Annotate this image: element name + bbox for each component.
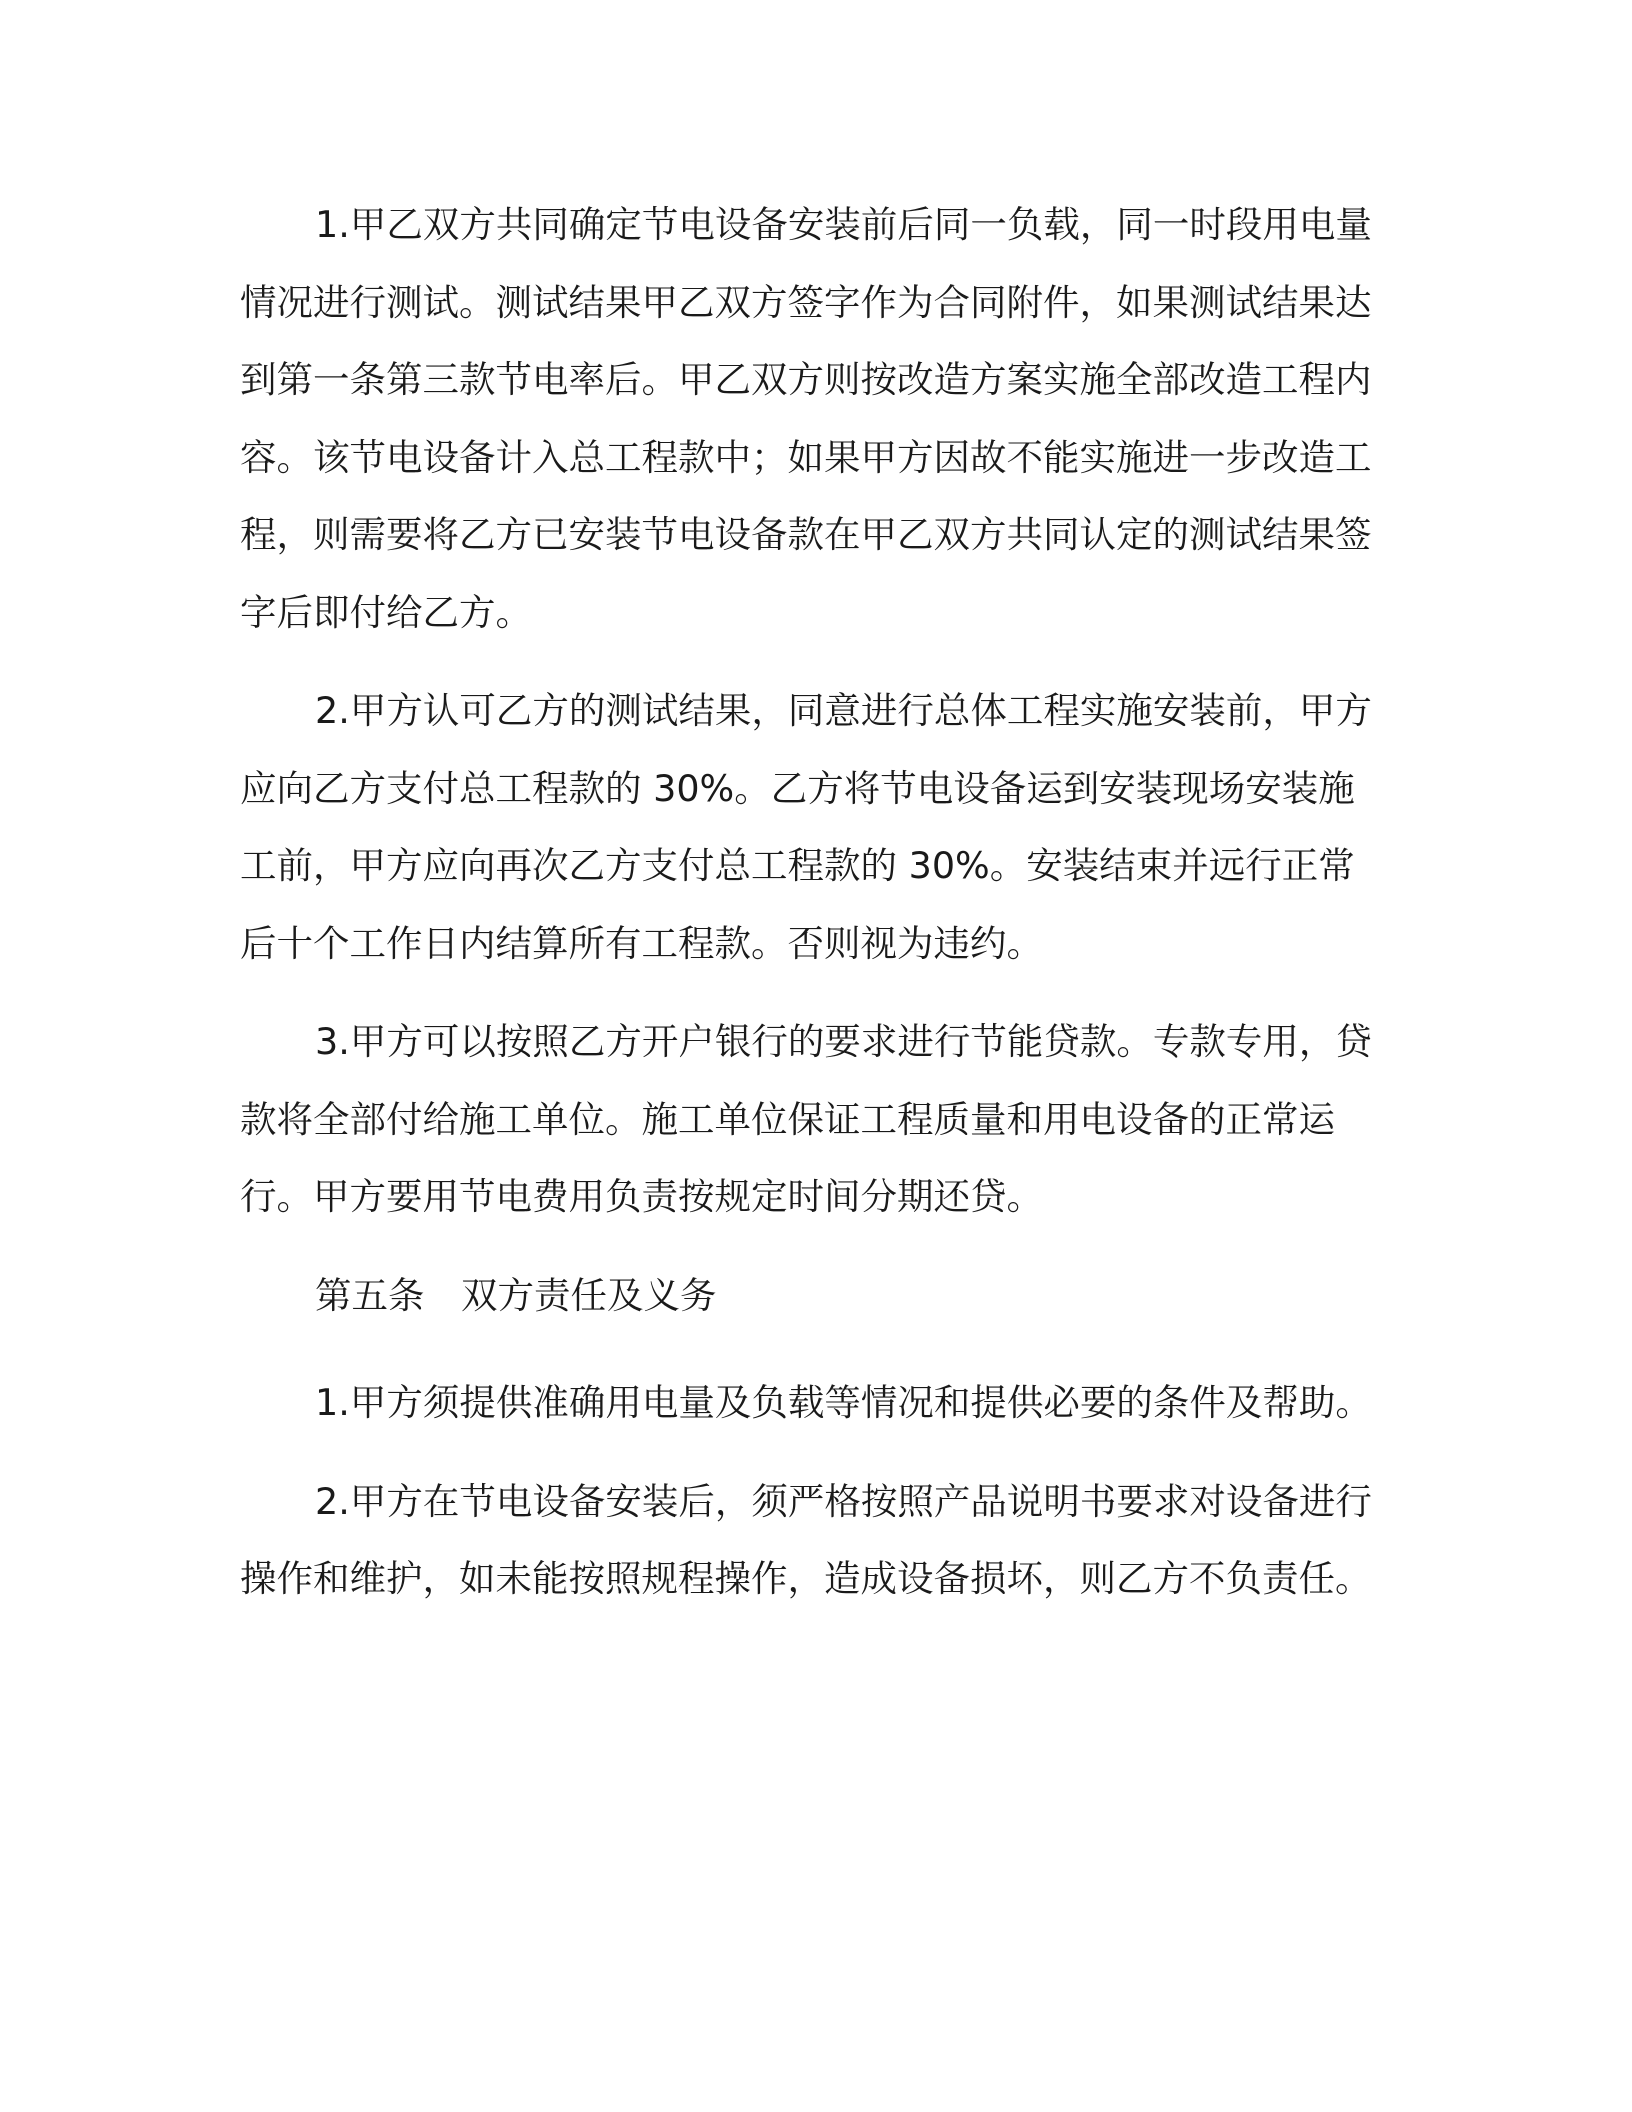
paragraph-clause-5-1: 1.甲方须提供准确用电量及负载等情况和提供必要的条件及帮助。 (315, 1381, 1372, 1424)
paragraph-clause-4-3: 3.甲方可以按照乙方开户银行的要求进行节能贷款。专款专用，贷款将全部付给施工单位。施工单位保证工程质量和用电设备的正常运行。甲方要用节电费用负责按规定时间分期还贷。 (240, 1020, 1372, 1218)
paragraph-clause-4-2: 2.甲方认可乙方的测试结果，同意进行总体工程实施安装前，甲方应向乙方支付总工程款的 30%。乙方将节电设备运到安装现场安装施工前，甲方应向再次乙方支付总工程款的 30%。安装结束并远行正常后十个工作日内结算所有工程款。否则视为违约。 (240, 689, 1372, 965)
paragraph-clause-5-2: 2.甲方在节电设备安装后，须严格按照产品说明书要求对设备进行操作和维护，如未能按照规程操作，造成设备损坏，则乙方不负责任。 (240, 1479, 1372, 1600)
document-body (240, 186, 1382, 1639)
paragraph-clause-4-1: 1.甲乙双方共同确定节电设备安装前后同一负载，同一时段用电量情况进行测试。测试结果甲乙双方签字作为合同附件，如果测试结果达到第一条第三款节电率后。甲乙双方则按改造方案实施全部改造工程内容。该节电设备计入总工程款中；如果甲方因故不能实施进一步改造工程，则需要将乙方已安装节电设备款在甲乙双方共同认定的测试结果签字后即付给乙方。 (240, 203, 1372, 634)
section-heading-article-5: 第五条 双方责任及义务 (315, 1273, 717, 1317)
